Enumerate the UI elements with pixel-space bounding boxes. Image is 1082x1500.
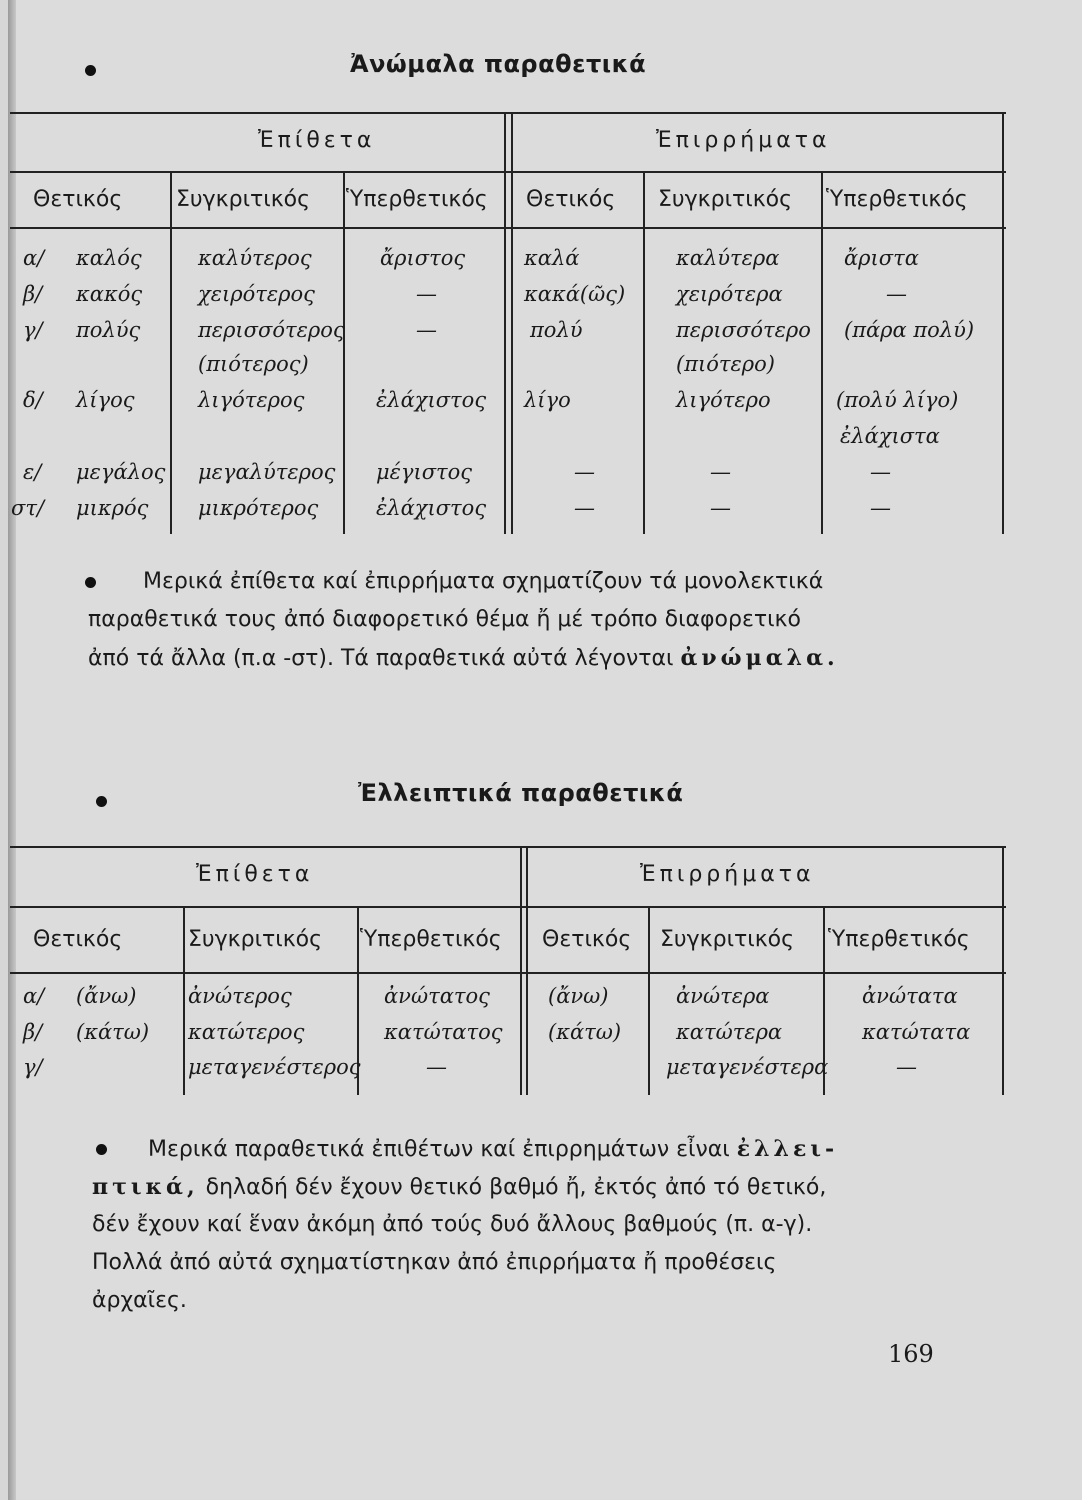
table-cell: (πάρα πολύ) <box>844 318 975 342</box>
column-header: Ὑπερθετικός <box>826 187 968 212</box>
table-cell: — <box>870 496 891 520</box>
table-cell: λιγότερος <box>198 388 305 412</box>
table-cell: — <box>574 460 595 484</box>
table-cell: πολύ <box>530 318 583 342</box>
table-cell: — <box>574 496 595 520</box>
table-cell: ἀνώτατα <box>862 984 958 1008</box>
row-label: γ/ <box>23 1055 43 1079</box>
table-cell: — <box>416 318 437 342</box>
table-cell: περισσότερος <box>198 318 345 342</box>
table-cell: — <box>896 1055 917 1079</box>
section-title-anomala: Ἀνώμαλα παραθετικά <box>350 50 647 78</box>
table-cell: ἐλάχιστος <box>376 388 487 412</box>
row-label: α/ <box>23 984 45 1008</box>
table-cell: λίγο <box>524 388 571 412</box>
column-header: Θετικός <box>33 927 123 952</box>
table-cell: ἄριστος <box>380 246 466 270</box>
column-header: Ὑπερθετικός <box>828 927 970 952</box>
table-cell: λίγος <box>76 388 135 412</box>
table-cell: (ἄνω) <box>548 984 609 1008</box>
column-header: Συγκριτικός <box>658 187 793 212</box>
table-cell: πολύς <box>76 318 141 342</box>
emphasized-term: ἐλλει- <box>736 1136 839 1162</box>
table-cell: καλά <box>524 246 580 270</box>
paragraph-line: Μερικά ἐπίθετα καί ἐπιρρήματα σχηματίζουν τά μονολεκτικά <box>143 569 824 594</box>
column-header: Θετικός <box>526 187 616 212</box>
group-header-adjectives: Ἐπίθετα <box>258 128 376 153</box>
group-header-adjectives: Ἐπίθετα <box>196 862 314 887</box>
paragraph-line <box>92 1168 826 1207</box>
table-cell: ἀνώτερος <box>188 984 292 1008</box>
paragraph-line: Πολλά ἀπό αὐτά σχηματίστηκαν ἀπό ἐπιρρήματα ἤ προθέσεις <box>92 1250 777 1275</box>
paragraph-line <box>148 1130 838 1169</box>
section-title-elleiptika: Ἐλλειπτικά παραθετικά <box>358 779 684 807</box>
table-cell: καλύτερος <box>198 246 312 270</box>
table-cell: ἐλάχιστος <box>376 496 487 520</box>
table-cell: ἀνώτατος <box>384 984 490 1008</box>
table-cell: μεγάλος <box>76 460 166 484</box>
paragraph-line: δέν ἔχουν καί ἕναν ἀκόμη ἀπό τούς δυό ἄλλους βαθμούς (π. α-γ). <box>92 1212 813 1237</box>
table-cell: κατώτατος <box>384 1020 503 1044</box>
row-label: α/ <box>23 246 45 270</box>
table-cell: μεγαλύτερος <box>198 460 336 484</box>
table-cell: (πιότερο) <box>676 352 775 376</box>
table-cell: — <box>870 460 891 484</box>
book-page <box>8 0 1082 1500</box>
paragraph-line: παραθετικά τους ἀπό διαφορετικό θέμα ἤ μέ τρόπο διαφορετικό <box>88 607 801 632</box>
column-header: Συγκριτικός <box>660 927 795 952</box>
bullet-icon <box>96 796 107 807</box>
paragraph-text: ἀπό τά ἄλλα (π.α -στ). Τά παραθετικά αὐτά λέγονται <box>88 646 674 671</box>
table-cell: μέγιστος <box>376 460 473 484</box>
table-cell: λιγότερο <box>676 388 771 412</box>
table-cell: κακά(ῶς) <box>524 282 626 306</box>
table-cell: χειρότερος <box>198 282 315 306</box>
table-cell: — <box>416 282 437 306</box>
table-cell: κατώτατα <box>862 1020 971 1044</box>
table-cell: ἐλάχιστα <box>840 424 940 448</box>
paragraph-text: δηλαδή δέν ἔχουν θετικό βαθμό ἤ, ἐκτός ἀπό τό θετικό, <box>205 1175 827 1200</box>
emphasized-term: ἀνώμαλα. <box>680 645 839 671</box>
column-header: Θετικός <box>33 187 123 212</box>
group-header-adverbs: Ἐπιρρήματα <box>656 128 831 153</box>
paragraph-text: Μερικά παραθετικά ἐπιθέτων καί ἐπιρρημάτων εἶναι <box>148 1137 730 1162</box>
table-cell: μικρός <box>76 496 149 520</box>
column-header: Θετικός <box>542 927 632 952</box>
column-header: Ὑπερθετικός <box>346 187 488 212</box>
table-cell: κακός <box>76 282 143 306</box>
table-cell: (πιότερος) <box>198 352 309 376</box>
emphasized-term: πτικά, <box>92 1174 199 1200</box>
table-cell: κατώτερος <box>188 1020 305 1044</box>
table-cell: καλός <box>76 246 142 270</box>
bullet-icon <box>85 577 96 588</box>
page-edge-shadow <box>8 0 16 1500</box>
table-cell: μεταγενέστερα <box>666 1055 829 1079</box>
table-cell: (ἄνω) <box>76 984 137 1008</box>
table-cell: περισσότερο <box>676 318 811 342</box>
table-cell: — <box>710 496 731 520</box>
table-cell: (πολύ λίγο) <box>836 388 959 412</box>
paragraph-line: ἀρχαῖες. <box>92 1288 187 1313</box>
column-header: Συγκριτικός <box>188 927 323 952</box>
table-cell: μικρότερος <box>198 496 319 520</box>
row-label: δ/ <box>23 388 43 412</box>
table-cell: καλύτερα <box>676 246 780 270</box>
table-cell: (κάτω) <box>548 1020 622 1044</box>
table-cell: ἄριστα <box>844 246 919 270</box>
table-cell: — <box>886 282 907 306</box>
table-cell: — <box>710 460 731 484</box>
table-cell: — <box>426 1055 447 1079</box>
table-cell: ἀνώτερα <box>676 984 770 1008</box>
row-label: β/ <box>23 1020 43 1044</box>
row-label: στ/ <box>11 496 45 520</box>
column-header: Ὑπερθετικός <box>360 927 502 952</box>
row-label: γ/ <box>23 318 43 342</box>
table-cell: χειρότερα <box>676 282 783 306</box>
column-header: Συγκριτικός <box>176 187 311 212</box>
row-label: β/ <box>23 282 43 306</box>
bullet-icon <box>96 1144 107 1155</box>
table-cell: (κάτω) <box>76 1020 150 1044</box>
group-header-adverbs: Ἐπιρρήματα <box>640 862 815 887</box>
table-cell: κατώτερα <box>676 1020 783 1044</box>
bullet-icon <box>85 65 96 76</box>
page-number: 169 <box>888 1340 934 1368</box>
table-cell: μεταγενέστερος <box>188 1055 361 1079</box>
row-label: ε/ <box>23 460 42 484</box>
paragraph-line <box>88 639 839 678</box>
